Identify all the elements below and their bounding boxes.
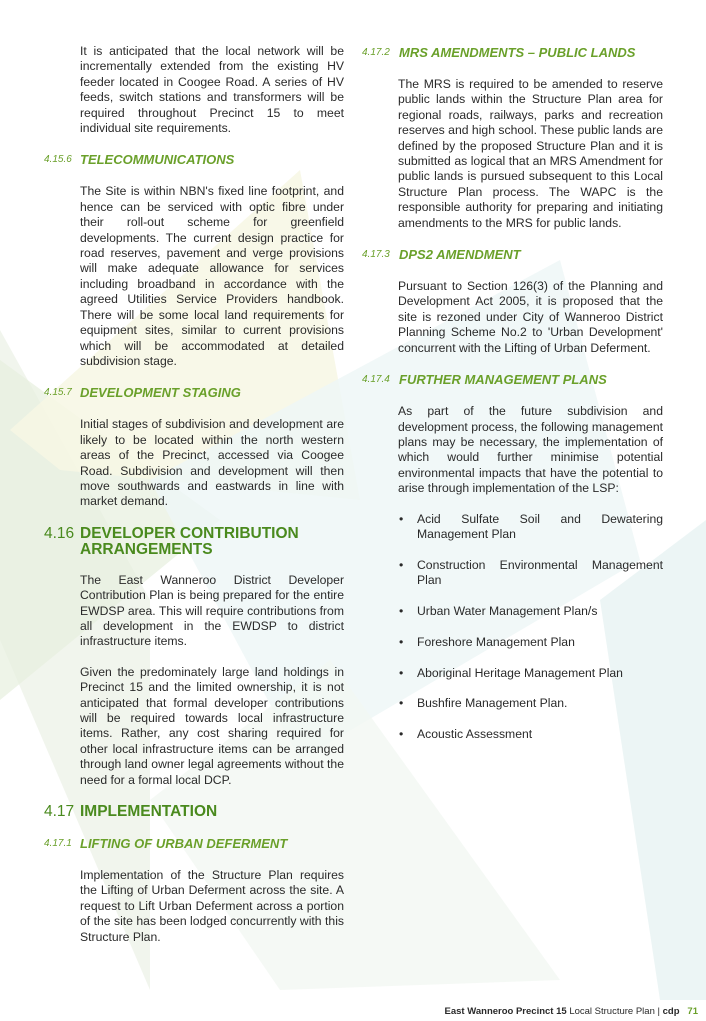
heading-number: 4.17.3 <box>362 249 390 261</box>
paragraph-development-staging: Initial stages of subdivision and development are likely to be located within the north western areas of the Precinct, accessed via Coogee Road. Subdivision and development will then move southwards and eastwards in line with market demand. <box>80 417 344 509</box>
footer-brand: cdp <box>662 1006 680 1017</box>
heading-number: 4.15.6 <box>44 154 72 166</box>
paragraph-mrs-amendments: The MRS is required to be amended to reserve public lands within the Structure Plan area for regional roads, railways, parks and recreation reserves and high school. These public lands are defined by the proposed Structure Plan and it is submitted as logical that an MRS Amendment for public lands is pursued subsequent to this Local Structure Plan process. The WAPC is the responsible authority for preparing and initiating amendments to the MRS for public lands. <box>398 77 663 230</box>
page-number: 71 <box>687 1006 698 1017</box>
right-column <box>362 44 663 758</box>
paragraph-management-plans: As part of the future subdivision and development process, the following management plans may be necessary, the implementation of which would further minimise potential environmental impacts that have the potential to arise through implementation of the LSP: <box>398 404 663 496</box>
paragraph-electrical-network: It is anticipated that the local network will be incrementally extended from the existing HV feeder located in Coogee Road. A series of HV feeds, switch stations and transformers will be required throughout Precinct 15 to meet individual site requirements. <box>80 44 344 136</box>
list-item: • Urban Water Management Plan/s <box>399 604 663 619</box>
heading-4-15-6 <box>44 151 344 169</box>
heading-4-17-2 <box>362 44 663 62</box>
heading-4-17-3 <box>362 246 663 264</box>
heading-title: MRS AMENDMENTS – PUBLIC LANDS <box>399 45 636 60</box>
heading-number: 4.15.7 <box>44 387 72 399</box>
heading-4-17-4 <box>362 371 663 389</box>
section-title: IMPLEMENTATION <box>80 803 218 821</box>
list-item: • Acoustic Assessment <box>399 727 663 742</box>
list-item: • Aboriginal Heritage Management Plan <box>399 666 663 681</box>
footer-separator: | <box>657 1006 660 1017</box>
heading-title: TELECOMMUNICATIONS <box>80 152 235 168</box>
list-item: • Acid Sulfate Soil and Dewatering Management Plan <box>399 512 663 543</box>
heading-title: DEVELOPMENT STAGING <box>80 385 241 401</box>
paragraph-telecommunications: The Site is within NBN's fixed line footprint, and hence can be serviced with optic fibre under their roll-out scheme for greenfield developments. The current design practice for road reserves, pavement and verge provisions will make adequate allowance for services including broadband in accordance with the agreed Utilities Service Providers handbook. There will be some local land requirements for equipment sites, similar to current provisions which will be accommodated at detailed subdivision stage. <box>80 184 344 368</box>
section-heading-4-17 <box>44 804 344 820</box>
heading-number: 4.17.4 <box>362 374 390 386</box>
heading-number: 4.17.2 <box>362 47 390 58</box>
list-item: • Foreshore Management Plan <box>399 635 663 650</box>
heading-title: FURTHER MANAGEMENT PLANS <box>399 372 607 388</box>
paragraph-land-holdings: Given the predominately large land holdings in Precinct 15 and the limited ownership, it is not anticipated that formal developer contributions will be required towards local infrastructure items. Rather, any cost sharing required for other local infrastructure items can be arranged through land owner legal agreements without the need for a formal local DCP. <box>80 664 344 787</box>
heading-number: 4.17.1 <box>44 838 72 850</box>
section-title: DEVELOPER CONTRIBUTION ARRANGEMENTS <box>80 524 299 558</box>
list-item: • Construction Environmental Management Plan <box>399 558 663 589</box>
section-number: 4.17 <box>44 803 75 821</box>
heading-4-15-7 <box>44 384 344 402</box>
heading-title: LIFTING OF URBAN DEFERMENT <box>80 836 288 852</box>
list-item: • Bushfire Management Plan. <box>399 696 663 711</box>
heading-4-17-1 <box>44 835 344 853</box>
section-number: 4.16 <box>44 524 75 542</box>
management-plan-list <box>362 512 663 743</box>
section-heading-4-16 <box>44 526 344 558</box>
page-footer <box>445 1006 698 1017</box>
left-column <box>44 44 344 945</box>
paragraph-dps2-amendment: Pursuant to Section 126(3) of the Planning and Development Act 2005, it is proposed that the site is rezoned under City of Wanneroo District Planning Scheme No.2 to 'Urban Development' concurrent with the Lifting of Urban Deferment. <box>398 279 663 355</box>
paragraph-developer-contribution: The East Wanneroo District Developer Contribution Plan is being prepared for the entire EWDSP area. This will require contributions from all development in the EWDSP to district infrastructure items. <box>80 572 344 649</box>
paragraph-urban-deferment: Implementation of the Structure Plan requires the Lifting of Urban Deferment across the site. A request to Lift Urban Deferment across a portion of the site has been lodged concurrently with this Structure Plan. <box>80 868 344 944</box>
footer-document-title: East Wanneroo Precinct 15 <box>444 1006 567 1017</box>
footer-document-subtitle: Local Structure Plan <box>569 1006 655 1017</box>
heading-title: DPS2 AMENDMENT <box>399 247 521 263</box>
